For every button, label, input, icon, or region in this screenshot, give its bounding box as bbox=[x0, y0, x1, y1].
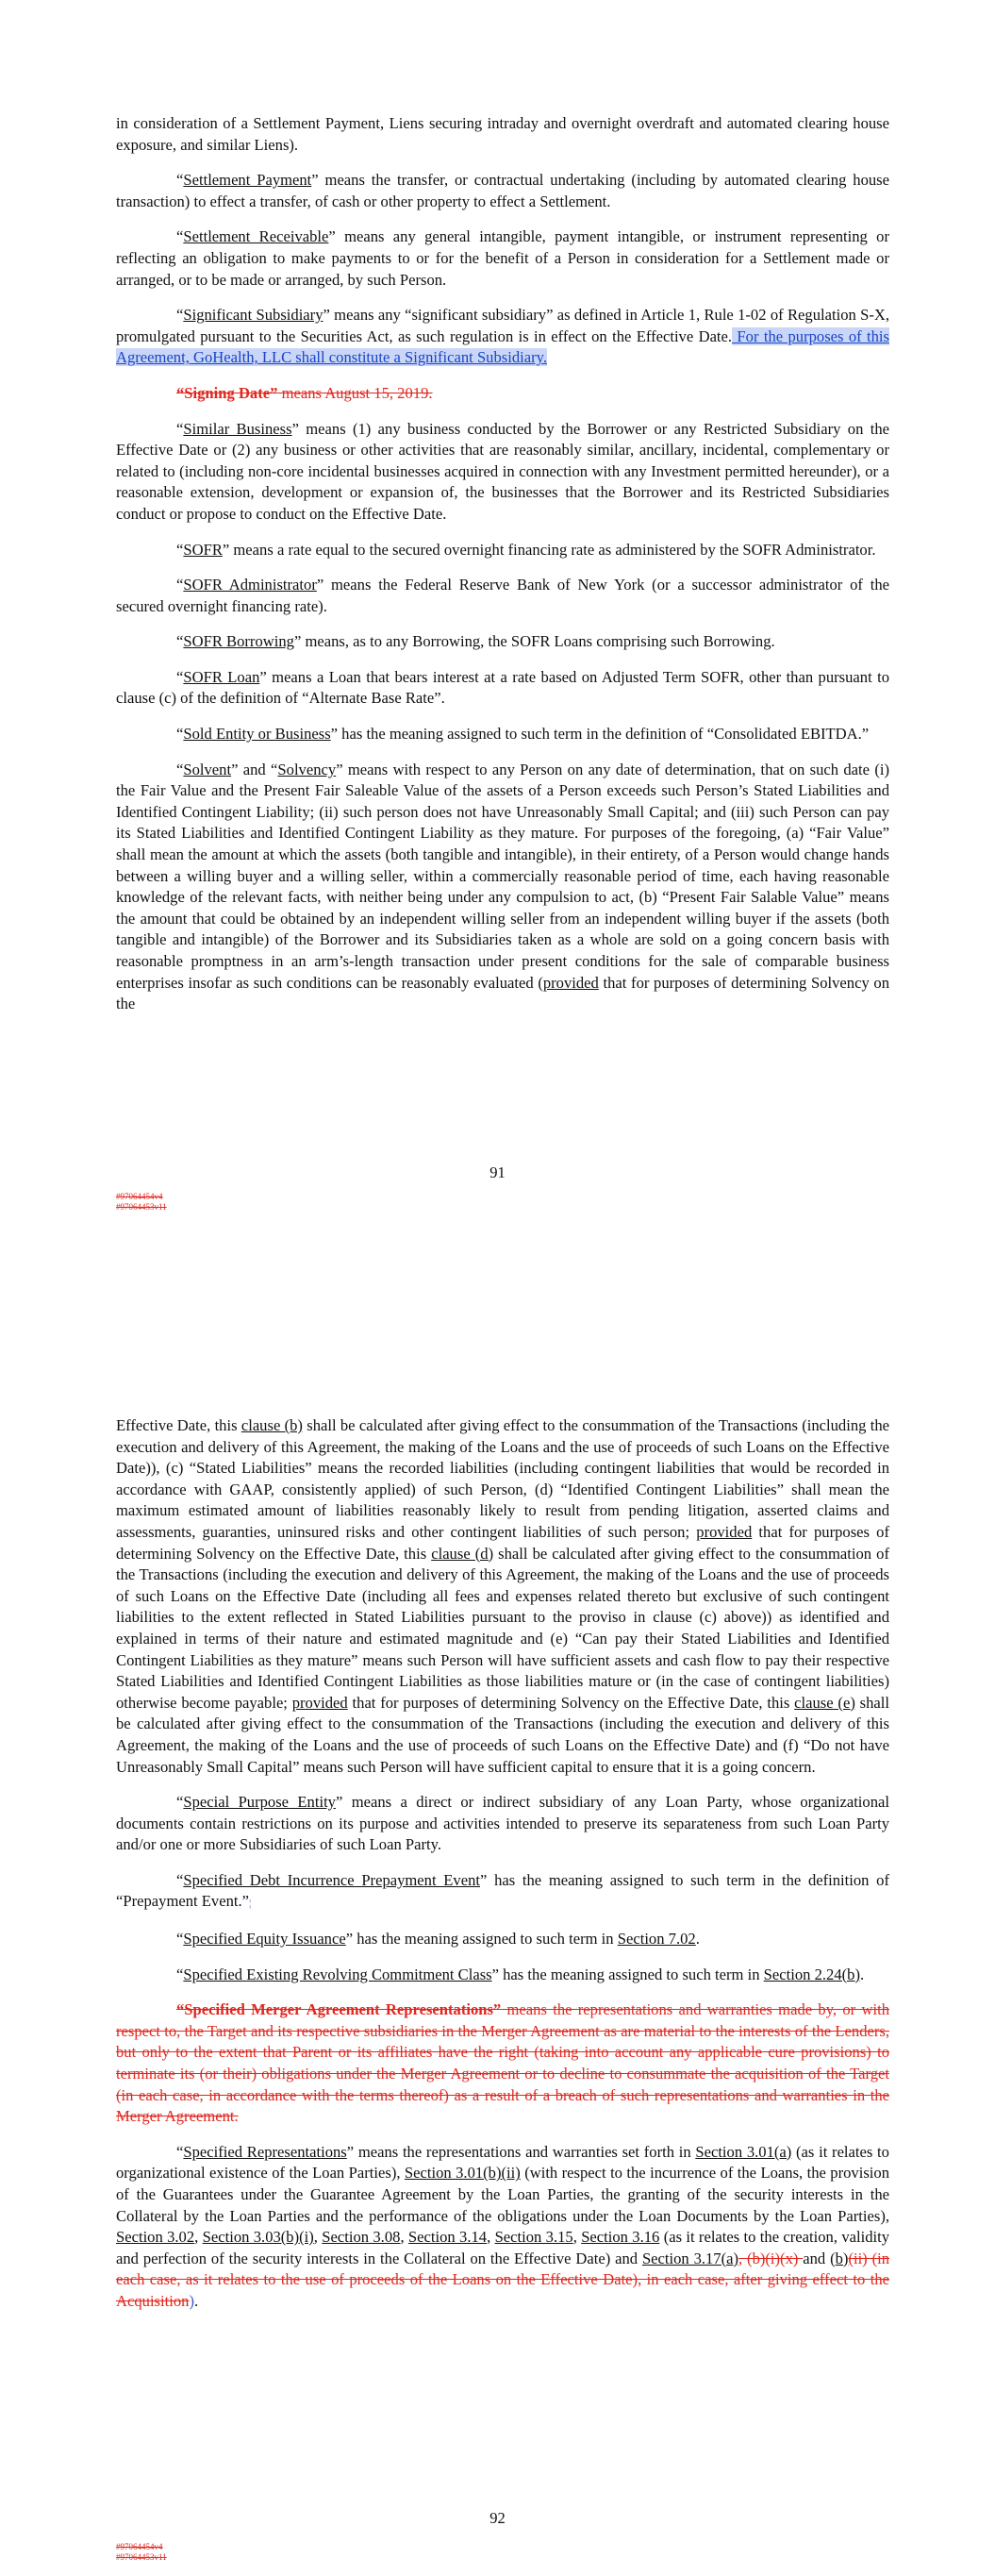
definition-text: ” means with respect to any Person on any date of determination, that on such date (i) the Fair Value and the Present Fair Saleable Value of the assets of a Person exceeds such Person’s Stated Liabilities and Identified Contingent Liability; (ii) such person does not have Unreasonably Small Capital; and (iii) such Person can pay its Stated Liabilities and Identified Contingent Liability as they mature. For purposes of the foregoing, (a) “Fair Value” shall mean the amount at which the assets (both tangible and intangible), in their entirety, of a Person would change hands between a willing buyer and a willing seller, within a commercially reasonable period of time, each having reasonable knowledge of the relevant facts, with neither being under any compulsion to act, (b) “Present Fair Salable Value” means the amount that could be obtained by an independent willing seller from an independent willing buyer if the assets (both tangible and intangible) of the Borrower and its Subsidiaries taken as a whole are sold on a going concern basis with reasonable promptness in an arm’s-length transaction under present conditions for the sale of comparable business enterprises insofar as such conditions can be reasonably evaluated ( bbox=[116, 760, 889, 992]
definition-text: (as it relates to the creation, validity and perfection of the security interests in the Collateral on the Effective Date) and bbox=[116, 2228, 890, 2267]
deleted-term: “Signing Date” bbox=[176, 383, 278, 402]
definition-text: ” has the meaning assigned to such term in bbox=[345, 1930, 618, 1949]
section-ref: Section 2.24(b) bbox=[763, 1965, 860, 1983]
definition-sofr-borrowing: “SOFR Borrowing” means, as to any Borrowing, the SOFR Loans comprising such Borrowing. bbox=[176, 632, 775, 651]
paragraph-text: that for purposes of determining Solvency on the Effective Date, this bbox=[347, 1693, 795, 1712]
defined-term: Settlement Payment bbox=[183, 171, 312, 190]
definition-text: ” and “ bbox=[231, 760, 278, 778]
defined-term: Specified Existing Revolving Commitment Class bbox=[183, 1965, 492, 1983]
clause-ref: clause (d) bbox=[431, 1544, 494, 1563]
definition-solvent: “Solvent” and “Solvency” means with respect to any Person on any date of determination, that on such date (i) the Fair Value and the Present Fair Saleable Value of the assets of a Person exceeds such Person’s Stated Liabilities and Identified Contingent Liability; (ii) such person does not have Unreasonably Small Capital; and (iii) such Person can pay its Stated Liabilities and Identified Contingent Liability as they mature. For purposes of the foregoing, (a) “Fair Value” shall mean the amount at which the assets (both tangible and intangible), in their entirety, of a Person would change hands between a willing buyer and a willing seller, within a commercially reasonable period of time, each having reasonable knowledge of the relevant facts, with neither being under any compulsion to act, (b) “Present Fair Salable Value” means the amount that could be obtained by an independent willing seller from an independent willing buyer if the assets (both tangible and intangible) of the Borrower and its Subsidiaries taken as a whole are sold on a going concern basis with reasonable promptness in an arm’s-length transaction under present conditions for the sale of comparable business enterprises insofar as such conditions can be reasonably evaluated (provided that for purposes of determining Solvency on the bbox=[116, 760, 889, 1013]
paragraph-text: shall be calculated after giving effect to the consummation of the Transactions (including the execution and delivery of this Agreement, the making of the Loans and the use of proceeds of such Loans on the Effective Date (including all fees and expenses related thereto but exclusive of such contingent liabilities to the extent reflected in Stated Liabilities pursuant to the proviso in clause (c) above)) as identified and explained in terms of their nature and estimated magnitude and (e) “Can pay their Stated Liabilities and Identified Contingent Liabilities as they mature” means such Person will have sufficient assets and cash flow to pay their respective Stated Liabilities and Identified Contingent Liabilities as those liabilities mature or (in the case of contingent liabilities) otherwise become payable; bbox=[116, 1544, 889, 1712]
paragraph-text: Effective Date, this bbox=[116, 1416, 241, 1434]
definition-settlement-receivable: “Settlement Receivable” means any general intangible, payment intangible, or instrument representing or reflecting an obligation to make payments to or for the benefit of a Person in consideration for a Settlement made or arranged, or to be made or arranged, by such Person. bbox=[116, 227, 889, 289]
deleted-text: means August 15, 2019. bbox=[277, 383, 433, 402]
defined-term: SOFR Borrowing bbox=[183, 632, 294, 651]
section-ref-sub: (a) bbox=[721, 2249, 739, 2267]
definition-specified-equity-issuance: “Specified Equity Issuance” has the meaning assigned to such term in Section 7.02. bbox=[176, 1930, 700, 1949]
definition-text: ” means the representations and warranties set forth in bbox=[346, 2142, 696, 2161]
section-ref: Section 3.16 bbox=[581, 2228, 660, 2247]
paragraph-text: shall be calculated after giving effect to the consummation of the Transactions (including the execution and delivery of this Agreement, the making of the Loans and the use of proceeds of such Loans on the Effective Date) and (f) “Do not have Unreasonably Small Capital” means such Person will have sufficient capital to ensure that it is a going concern. bbox=[116, 1693, 890, 1776]
paragraph-continuation bbox=[116, 1415, 889, 1778]
deleted-text: means the representations and warranties made by, or with respect to, the Target and its respective subsidiaries in the Merger Agreement as are material to the interests of the Lenders, but only to the extent that Parent or its affiliates have the right (taking into account any applicable cure provisions) to terminate its (or their) obligations under the Merger Agreement or to decline to consummate the acquisition of the Target (in each case, in accordance with the terms thereof) as a result of a breach of such representations and warranties in the Merger Agreement. bbox=[116, 2000, 889, 2126]
defined-term: SOFR Loan bbox=[183, 667, 260, 686]
definition-signing-date-deleted bbox=[116, 383, 889, 405]
definition-text: ” means a rate equal to the secured overnight financing rate as administered by the SOFR Administrator. bbox=[222, 540, 876, 559]
definition-similar-business: “Similar Business” means (1) any business conducted by the Borrower or any Restricted Subsidiary on the Effective Date or (2) any business or other activities that are reasonably similar, ancillary, incidental, complementary or related to (including non-core incidental businesses acquired in connection with any Investment permitted hereunder), or a reasonable extension, development or expansion of, the businesses that the Borrower and its Restricted Subsidiaries conduct or propose to conduct on the Effective Date. bbox=[116, 419, 889, 523]
footer-doc-id-1: #97064454v4 bbox=[116, 2542, 163, 2551]
definition-text: ” means (1) any business conducted by the Borrower or any Restricted Subsidiary on the Effective Date or (2) any business or other activities that are reasonably similar, ancillary, incidental, complementary or related to (including non-core incidental businesses acquired in connection with any Investment permitted hereunder), or a reasonable extension, development or expansion of, the businesses that the Borrower and its Restricted Subsidiaries conduct or propose to conduct on the Effective Date. bbox=[116, 419, 889, 523]
section-ref: Section 3.17 bbox=[641, 2249, 721, 2267]
definition-sofr-administrator: “SOFR Administrator” means the Federal Reserve Bank of New York (or a successor administrator of the secured overnight financing rate). bbox=[116, 576, 889, 615]
definition-text: , bbox=[194, 2228, 203, 2247]
clause-ref: clause (b) bbox=[240, 1416, 303, 1434]
defined-term: Similar Business bbox=[183, 419, 292, 438]
defined-term: Specified Representations bbox=[183, 2142, 347, 2161]
page-number: 91 bbox=[489, 1163, 506, 1181]
definition-text: ” means any general intangible, payment intangible, or instrument representing or reflecting an obligation to make payments to or for the benefit of a Person in consideration for a Settlement made or arranged, or to be made or arranged, by such Person. bbox=[116, 227, 889, 289]
section-ref: Section 3.01(a) bbox=[695, 2142, 792, 2161]
definition-text: ” means any “significant subsidiary” as defined in Article 1, Rule 1-02 of Regulation S-X, promulgated pursuant to the Securities Act, as such regulation is in effect on the Effective Date. bbox=[116, 306, 890, 345]
punctuation: . bbox=[859, 1965, 865, 1983]
definition-text: (with respect to the incurrence of the Loans, the provision of the Guarantees under the Guarantee Agreement by the Loan Parties, the granting of the security interests in the Collateral by the Loan Parties and the performance of the obligations under the Loan Documents by the Loan Parties), bbox=[116, 2164, 889, 2225]
defined-term: Specified Debt Incurrence Prepayment Event bbox=[183, 1870, 480, 1889]
paragraph-text: that for purposes of determining Solvency on the Effective Date, this bbox=[116, 1522, 889, 1563]
definition-text: ” means a direct or indirect subsidiary of any Loan Party, whose organizational documents contain restrictions on its purpose and activities intended to preserve its separateness from such Loan Party and/or one or more Subsidiaries of such Loan Party. bbox=[116, 1793, 889, 1854]
clause-ref: clause (e) bbox=[794, 1693, 855, 1712]
definition-text: , bbox=[487, 2228, 495, 2247]
section-ref: Section 3.08 bbox=[322, 2228, 401, 2247]
footer-doc-id-2: #97064453v11 bbox=[116, 2552, 167, 2562]
paragraph-text: shall be calculated after giving effect to the consummation of the Transactions (including the execution and delivery of this Agreement, the making of the Loans and the use of proceeds of such Loans on the Effective Date)), (c) “Stated Liabilities” means the recorded liabilities (including contingent liabilities that would be recorded in accordance with GAAP, consistently applied) of such Person, (d) “Identified Contingent Liabilities” shall mean the maximum estimated amount of liabilities reasonably likely to result from pending litigation, asserted claims and assessments, guaranties, uninsured risks and other contingent liabilities of such person; bbox=[116, 1416, 889, 1541]
definition-sold-entity: “Sold Entity or Business” has the meaning assigned to such term in the definition of “Consolidated EBITDA.” bbox=[176, 725, 870, 744]
footer-doc-id-1: #97064454v4 bbox=[116, 1192, 163, 1201]
paragraph-continuation bbox=[116, 113, 889, 156]
definition-specified-debt-incurrence: “Specified Debt Incurrence Prepayment Event” has the meaning assigned to such term in the definition of “Prepayment Event.”¦ bbox=[116, 1870, 890, 1911]
page-body bbox=[116, 113, 889, 1029]
definition-specified-representations: “Specified Representations” means the representations and warranties set forth in Section 3.01(a) (as it relates to organizational existence of the Loan Parties), Section 3.01(b)(ii) (with respect to the incurrence of the Loans, the provision of the Guarantees under the Guarantee Agreement by the Loan Parties, the granting of the security interests in the Collateral by the Loan Parties and the performance of the obligations under the Loan Documents by the Loan Parties), Section 3.02, Section 3.03(b)(i), Section 3.08, Section 3.14, Section 3.15, Section 3.16 (as it relates to the creation, validity and perfection of the security interests in the Collateral on the Effective Date) and Section 3.17(a), (b)(i)(x) and (b)(ii) (in each case, as it relates to the use of proceeds of the Loans on the Effective Date), in each case, after giving effect to the Acquisition). bbox=[116, 2142, 890, 2310]
section-ref: b) bbox=[835, 2249, 849, 2267]
definition-text: ” has the meaning assigned to such term in the definition of “Consolidated EBITDA.” bbox=[330, 725, 870, 744]
inserted-text: For the purposes of this Agreement, GoHealth, LLC shall constitute a Significant Subsidiary. bbox=[116, 326, 889, 367]
definition-text: that for purposes of determining Solvency on the bbox=[116, 973, 889, 1013]
definition-text: , bbox=[400, 2228, 408, 2247]
defined-term: Significant Subsidiary bbox=[183, 306, 323, 325]
defined-term: Solvent bbox=[183, 760, 232, 778]
definition-text: , bbox=[572, 2228, 582, 2247]
punctuation: . bbox=[695, 1930, 700, 1949]
definition-specified-existing-revolving: “Specified Existing Revolving Commitment Class” has the meaning assigned to such term in Section 2.24(b). bbox=[176, 1965, 865, 1983]
section-ref: Section 3.03(b)(i) bbox=[202, 2228, 314, 2247]
deleted-text: (ii) (in each case, as it relates to the use of proceeds of the Loans on the Effective Date), in each case, after giving effect to the Acquisition bbox=[116, 2249, 890, 2310]
definition-text: ” means the transfer, or contractual undertaking (including by automated clearing house transaction) to effect a transfer, of cash or other property to effect a Settlement. bbox=[116, 171, 889, 210]
proviso-term: provided bbox=[542, 973, 599, 992]
definition-text: ” has the meaning assigned to such term in the definition of “Prepayment Event.” bbox=[116, 1870, 890, 1911]
section-ref: Section 3.01(b)(ii) bbox=[404, 2164, 521, 2183]
definition-significant-subsidiary: “Significant Subsidiary” means any “significant subsidiary” as defined in Article 1, Rule 1-02 of Regulation S-X, promulgated pursuant to the Securities Act, as such regulation is in effect on the Effective Date. For the purposes of this Agreement, GoHealth, LLC shall constitute a Significant Subsidiary. bbox=[116, 306, 890, 367]
definition-text: ” means the Federal Reserve Bank of New York (or a successor administrator of the secured overnight financing rate). bbox=[116, 576, 889, 615]
punctuation: . bbox=[193, 2291, 199, 2310]
revision-marker: ) bbox=[189, 2291, 194, 2310]
page-92 bbox=[0, 1293, 995, 2576]
defined-term: Sold Entity or Business bbox=[183, 725, 331, 744]
proviso-term: provided bbox=[291, 1693, 348, 1712]
section-ref: Section 3.02 bbox=[116, 2228, 195, 2247]
definition-text: ” has the meaning assigned to such term in bbox=[491, 1965, 764, 1983]
definition-sofr: “SOFR” means a rate equal to the secured overnight financing rate as administered by the SOFR Administrator. bbox=[176, 540, 876, 559]
page-number: 92 bbox=[489, 2509, 506, 2527]
defined-term: Specified Equity Issuance bbox=[183, 1930, 346, 1949]
revision-marker: ¦ bbox=[249, 1898, 252, 1910]
definition-text: ” means, as to any Borrowing, the SOFR Loans comprising such Borrowing. bbox=[293, 632, 775, 651]
footer-doc-id-2: #97064453v11 bbox=[116, 1202, 167, 1212]
section-ref: Section 3.15 bbox=[494, 2228, 573, 2247]
definition-merger-agreement-deleted bbox=[116, 1999, 889, 2128]
definition-text: ” means a Loan that bears interest at a rate based on Adjusted Term SOFR, other than pursuant to clause (c) of the definition of “Alternate Base Rate”. bbox=[116, 667, 889, 708]
page-body bbox=[116, 1415, 889, 2327]
definition-text: , bbox=[313, 2228, 323, 2247]
defined-term-2: Solvency bbox=[277, 760, 337, 778]
deleted-text: , (b)(i)(x) bbox=[738, 2249, 804, 2267]
paragraph-text: in consideration of a Settlement Payment, Liens securing intraday and overnight overdraft and automated clearing house exposure, and similar Liens). bbox=[116, 114, 889, 154]
definition-text: (as it relates to organizational existence of the Loan Parties), bbox=[116, 2142, 889, 2183]
defined-term: Special Purpose Entity bbox=[183, 1793, 336, 1812]
deleted-term: “Specified Merger Agreement Representations” bbox=[176, 2000, 502, 2019]
definition-special-purpose-entity: “Special Purpose Entity” means a direct or indirect subsidiary of any Loan Party, whose organizational documents contain restrictions on its purpose and activities intended to preserve its separateness from such Loan Party and/or one or more Subsidiaries of such Loan Party. bbox=[116, 1793, 889, 1854]
definition-sofr-loan: “SOFR Loan” means a Loan that bears interest at a rate based on Adjusted Term SOFR, other than pursuant to clause (c) of the definition of “Alternate Base Rate”. bbox=[116, 667, 889, 708]
definition-settlement-payment: “Settlement Payment” means the transfer, or contractual undertaking (including by automated clearing house transaction) to effect a transfer, of cash or other property to effect a Settlement. bbox=[116, 171, 889, 210]
section-ref: Section 3.14 bbox=[407, 2228, 488, 2247]
section-ref: Section 7.02 bbox=[617, 1930, 696, 1949]
defined-term: SOFR bbox=[183, 540, 223, 559]
definition-text: and ( bbox=[803, 2249, 836, 2267]
defined-term: SOFR Administrator bbox=[183, 576, 317, 594]
defined-term: Settlement Receivable bbox=[183, 227, 329, 246]
proviso-term: provided bbox=[696, 1522, 753, 1541]
